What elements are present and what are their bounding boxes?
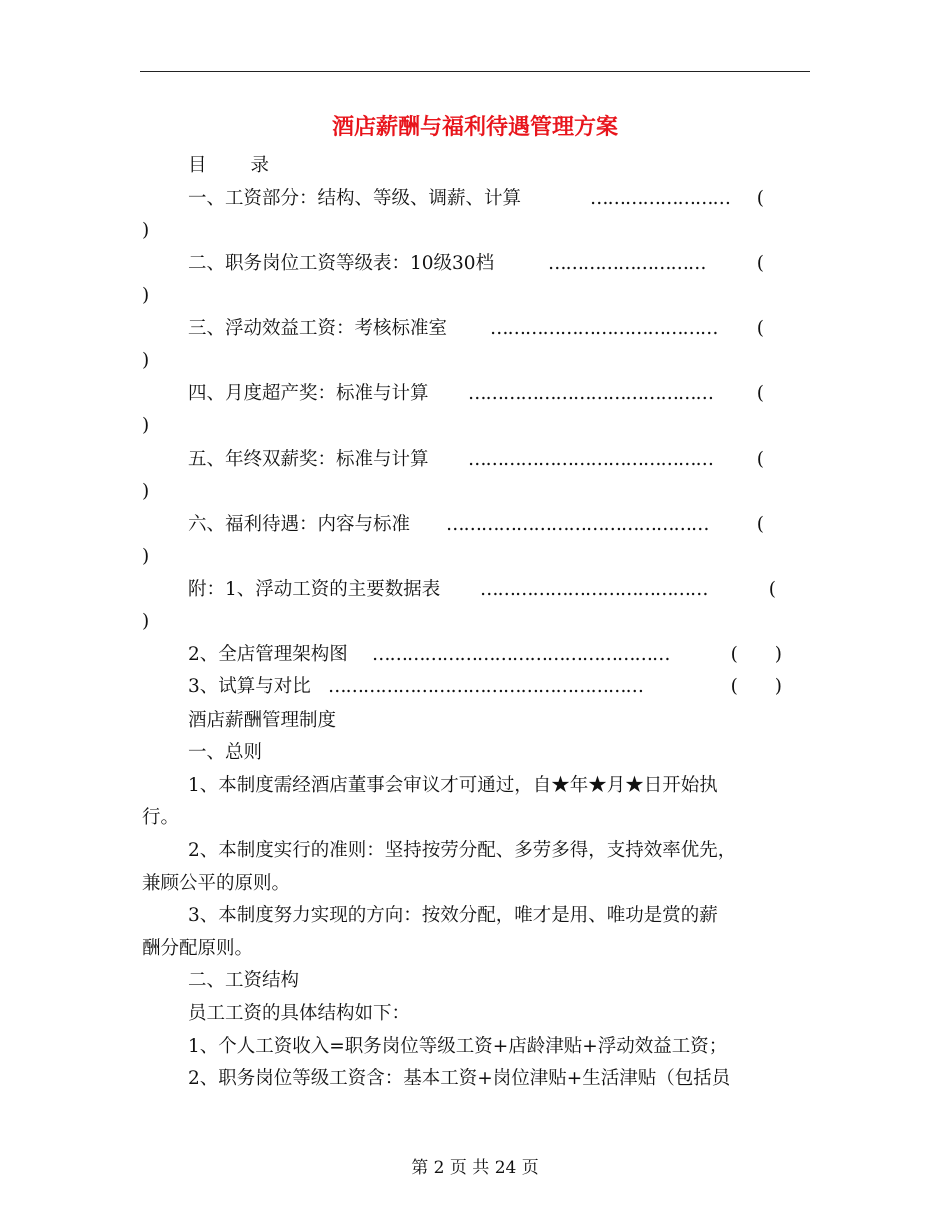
toc-entry-dots: ………………………………………	[446, 514, 709, 535]
toc-entry-paren-close: )	[142, 220, 150, 241]
toc-entry-label: 四、月度超产奖：标准与计算	[188, 383, 429, 404]
toc-entry-paren-close: )	[142, 285, 150, 306]
appendix-entry-dots: ………………………………………………	[328, 676, 643, 697]
toc-heading	[188, 153, 269, 179]
toc-entry-dots: ……………………	[590, 188, 730, 209]
appendix-entry	[188, 642, 782, 668]
toc-heading-right: 录	[250, 155, 270, 176]
appendix-entry	[188, 674, 782, 700]
appendix-entry-label: 3、试算与对比	[188, 676, 311, 697]
toc-entry-paren-close: )	[142, 481, 150, 502]
toc-entry-paren-open: (	[756, 449, 764, 470]
appendix-entry-paren: ( )	[730, 676, 782, 697]
toc-entry-paren-close: )	[142, 546, 150, 567]
toc-entry-paren-open: (	[756, 253, 764, 274]
paragraph-line: 2、职务岗位等级工资含：基本工资+岗位津贴+生活津贴（包括员	[188, 1068, 731, 1089]
paragraph-line: 兼顾公平的原则。	[142, 873, 291, 894]
section-heading: 酒店薪酬管理制度	[188, 710, 337, 731]
toc-entry-dots: ……………………………………	[468, 383, 713, 404]
toc-entry-paren-close: )	[142, 611, 150, 632]
toc-entry	[188, 447, 764, 473]
section-title: 一、总则	[188, 742, 263, 763]
page-footer: 第 2 页 共 24 页	[411, 1158, 539, 1178]
appendix-entry-label: 2、全店管理架构图	[188, 644, 348, 665]
toc-entry-label: 附：1、浮动工资的主要数据表	[188, 579, 441, 600]
toc-entry	[188, 186, 764, 212]
toc-entry-label: 三、浮动效益工资：考核标准室	[188, 318, 448, 339]
document-title: 酒店薪酬与福利待遇管理方案	[331, 114, 618, 140]
toc-entry-dots: …………………………………	[490, 318, 718, 339]
toc-heading-left: 目	[188, 155, 207, 176]
toc-entry	[188, 316, 764, 342]
toc-entry-label: 五、年终双薪奖：标准与计算	[188, 449, 429, 470]
paragraph-line: 员工工资的具体结构如下：	[188, 1003, 411, 1024]
appendix-entry-dots: ……………………………………………	[372, 644, 670, 665]
paragraph-line: 酬分配原则。	[142, 938, 254, 959]
paragraph-line: 3、本制度努力实现的方向：按效分配，唯才是用、唯功是赏的薪	[188, 905, 718, 926]
toc-entry-dots: ……………………………………	[468, 449, 713, 470]
toc-entry	[188, 381, 764, 407]
toc-entry-paren-open: (	[768, 579, 776, 600]
paragraph-line: 1、本制度需经酒店董事会审议才可通过，自★年★月★日开始执	[188, 775, 718, 796]
toc-entry-paren-close: )	[142, 415, 150, 436]
toc-entry-label: 二、职务岗位工资等级表：10级30档	[188, 253, 495, 274]
toc-entry-paren-open: (	[756, 188, 764, 209]
paragraph-line: 行。	[142, 807, 180, 828]
toc-entry	[188, 251, 764, 277]
header-rule	[140, 71, 810, 72]
paragraph-line: 1、个人工资收入=职务岗位等级工资+店龄津贴+浮动效益工资；	[188, 1036, 728, 1057]
toc-entry-paren-close: )	[142, 350, 150, 371]
toc-entry-paren-open: (	[756, 318, 764, 339]
paragraph-line: 2、本制度实行的准则：坚持按劳分配、多劳多得，支持效率优先，	[188, 840, 737, 861]
toc-entry-dots: …………………………………	[480, 579, 708, 600]
toc-entry-label: 六、福利待遇：内容与标准	[188, 514, 411, 535]
toc-entry-dots: ………………………	[548, 253, 706, 274]
toc-entry-label: 一、工资部分：结构、等级、调薪、计算	[188, 188, 522, 209]
toc-entry-paren-open: (	[756, 514, 764, 535]
appendix-entry-paren: ( )	[730, 644, 782, 665]
section-title: 二、工资结构	[188, 970, 300, 991]
toc-entry-paren-open: (	[756, 383, 764, 404]
toc-entry	[188, 577, 776, 603]
toc-entry	[188, 512, 764, 538]
